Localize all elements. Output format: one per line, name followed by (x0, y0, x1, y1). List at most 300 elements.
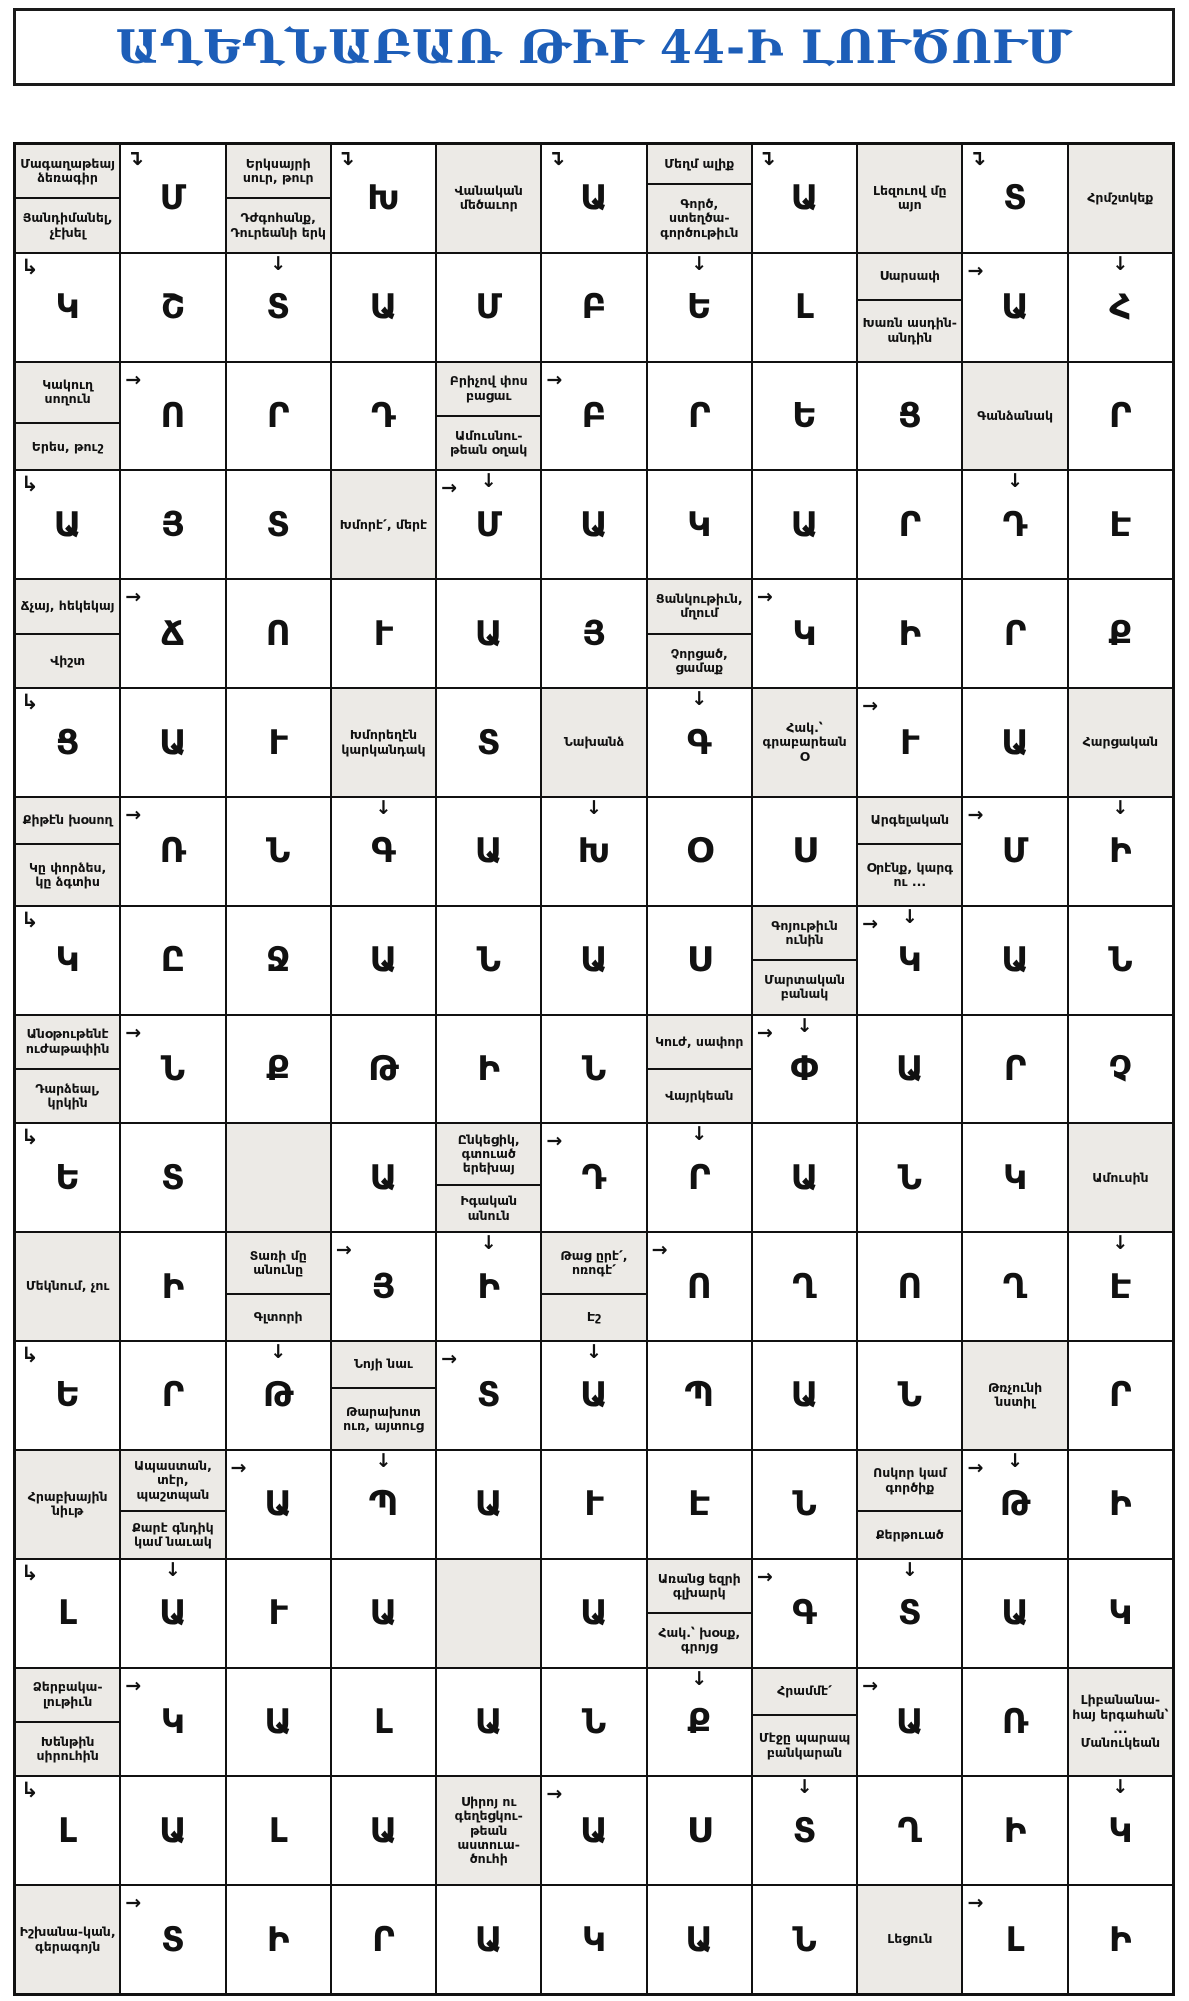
clue-cell (542, 689, 645, 796)
solution-letter: Ի (266, 1919, 290, 1960)
clue-cell (648, 1560, 751, 1667)
clue-text: Երկսայրի սուր, թուր (242, 155, 314, 186)
clue-cell (858, 798, 961, 905)
solution-letter: Տ (792, 1810, 817, 1851)
solution-letter: Ա (369, 287, 398, 328)
solution-letter: Լ (58, 1593, 78, 1634)
solution-letter: Ա (685, 1919, 714, 1960)
letter-cell (753, 1124, 856, 1231)
letter-cell (121, 363, 224, 470)
solution-letter: Գ (792, 1593, 817, 1634)
letter-cell (121, 1886, 224, 1993)
letter-cell (753, 1016, 856, 1123)
arrow-down-icon: ↓ (1007, 471, 1024, 493)
letter-cell (542, 1669, 645, 1776)
arrow-bend-right-icon: ↳ (21, 907, 39, 932)
solution-letter: Կ (792, 613, 817, 654)
clue-cell (437, 145, 540, 252)
solution-letter: Ւ (373, 613, 394, 654)
letter-cell (648, 363, 751, 470)
solution-letter: Ա (790, 1375, 819, 1416)
solution-letter: Դ (371, 396, 396, 437)
arrow-right-icon: → (756, 586, 773, 609)
solution-letter: Յ (371, 1266, 396, 1307)
clue-cell (332, 471, 435, 578)
clue-text: Դարձեալ, կրկին (16, 1068, 119, 1122)
letter-cell (858, 1669, 961, 1776)
arrow-right-icon: → (862, 695, 879, 718)
solution-letter: Տ (161, 1919, 185, 1960)
solution-letter: Ա (264, 1701, 292, 1742)
letter-cell (332, 1124, 435, 1231)
letter-cell (858, 907, 961, 1014)
letter-cell (753, 145, 856, 252)
letter-cell (542, 1016, 645, 1123)
letter-cell (227, 1342, 330, 1449)
letter-cell (227, 798, 330, 905)
arrow-right-icon: → (651, 1239, 668, 1262)
letter-cell (437, 254, 540, 361)
clue-text: Հրամմէ՛ (777, 1682, 832, 1698)
solution-letter: Կ (1108, 1810, 1133, 1851)
solution-letter: Ի (1109, 1484, 1132, 1525)
letter-cell (963, 1451, 1066, 1558)
letter-cell (332, 145, 435, 252)
clue-text: Յանդիմանել, չէխել (16, 197, 119, 251)
clue-text: Վայրկեան (648, 1068, 751, 1122)
clue-cell (16, 1233, 119, 1340)
letter-cell (858, 1777, 961, 1884)
letter-cell (437, 1233, 540, 1340)
solution-letter: Ա (369, 1593, 398, 1634)
solution-letter: Ա (474, 831, 503, 872)
letter-cell (542, 363, 645, 470)
solution-letter: Ո (686, 1266, 712, 1307)
arrow-bend-down-icon: ↴ (126, 146, 144, 170)
solution-letter: Ա (1001, 1593, 1029, 1634)
solution-letter: Շ (160, 287, 185, 328)
letter-cell (542, 1886, 645, 1993)
clue-text: Խմորեղէն կարկանդակ (341, 727, 426, 757)
arrow-down-icon: ↓ (586, 797, 602, 819)
arrow-down-icon: ↓ (375, 1450, 392, 1472)
clue-cell (753, 1669, 856, 1776)
arrow-bend-down-icon: ↴ (336, 146, 355, 170)
letter-cell (648, 1451, 751, 1558)
solution-letter: Պ (368, 1484, 399, 1525)
solution-letter: Ր (1003, 613, 1027, 654)
clue-text: Մարտական բանակ (753, 959, 856, 1013)
solution-letter: Ց (55, 722, 80, 763)
page-title: ԱՂԵՂՆԱԲԱՌ ԹԻՒ 44-Ի ԼՈՒԾՈՒՄ (115, 20, 1073, 74)
letter-cell (648, 798, 751, 905)
solution-letter: Ա (474, 613, 503, 654)
solution-letter: Ա (790, 504, 819, 545)
letter-cell (121, 471, 224, 578)
solution-letter: Ա (895, 1048, 924, 1089)
letter-cell (753, 1451, 856, 1558)
solution-letter: Ն (476, 940, 501, 981)
letter-cell (753, 1886, 856, 1993)
letter-cell (16, 1342, 119, 1449)
letter-cell (963, 1560, 1066, 1667)
letter-cell (1069, 1451, 1172, 1558)
clue-cell (16, 580, 119, 687)
letter-cell (753, 798, 856, 905)
arrow-bend-right-icon: ↳ (21, 1778, 39, 1803)
clue-cell (858, 254, 961, 361)
clue-text: Մագաղաթեայ ձեռագիր (20, 155, 116, 186)
clue-cell (648, 1016, 751, 1123)
letter-cell (1069, 1233, 1172, 1340)
arrow-right-icon: → (125, 586, 142, 609)
clue-text: Մեղմ ալիք (664, 155, 735, 171)
letter-cell (437, 907, 540, 1014)
letter-cell (963, 1777, 1066, 1884)
arrow-bend-down-icon: ↴ (968, 146, 987, 170)
letter-cell (542, 907, 645, 1014)
letter-cell (963, 471, 1066, 578)
letter-cell (1069, 1016, 1172, 1123)
letter-cell (1069, 1560, 1172, 1667)
letter-cell (437, 1886, 540, 1993)
arrow-right-icon: → (546, 1130, 563, 1153)
solution-letter: Ն (1108, 940, 1133, 981)
solution-letter: Դ (1002, 504, 1028, 545)
solution-letter: Չ (1108, 1048, 1132, 1089)
solution-letter: Տ (476, 1375, 501, 1416)
letter-cell (121, 145, 224, 252)
solution-letter: Կ (1108, 1593, 1133, 1634)
solution-letter: Ռ (1001, 1701, 1029, 1742)
letter-cell (648, 1669, 751, 1776)
clue-text: Քիթէն խօսող (22, 812, 113, 828)
solution-letter: Ա (474, 1701, 503, 1742)
letter-cell (332, 1886, 435, 1993)
solution-letter: Մ (475, 287, 502, 328)
letter-cell (648, 1777, 751, 1884)
letter-cell (121, 580, 224, 687)
solution-letter: Ն (792, 1919, 817, 1960)
letter-cell (858, 1233, 961, 1340)
solution-letter: Ր (687, 1157, 711, 1198)
letter-cell (227, 1669, 330, 1776)
solution-letter: Ե (686, 287, 712, 328)
clue-cell (16, 1451, 119, 1558)
solution-letter: Խ (367, 178, 400, 219)
block-cell (227, 1124, 330, 1231)
letter-cell (963, 1016, 1066, 1123)
clue-cell (227, 145, 330, 252)
solution-letter: Ւ (268, 1593, 288, 1634)
solution-letter: Գ (371, 831, 396, 872)
clue-text: Խենթին սիրուհին (16, 1721, 119, 1775)
solution-letter: Ա (580, 940, 608, 981)
letter-cell (121, 1342, 224, 1449)
solution-letter: Ո (265, 613, 291, 654)
letter-cell (753, 1560, 856, 1667)
letter-cell (542, 145, 645, 252)
solution-letter: Բ (581, 396, 607, 437)
solution-letter: Ն (581, 1048, 607, 1089)
solution-letter: Ղ (1002, 1266, 1028, 1307)
clue-text: Երես, թուշ (16, 422, 119, 469)
arrow-down-icon: ↓ (1112, 253, 1129, 275)
letter-cell (542, 254, 645, 361)
letter-cell (753, 1777, 856, 1884)
letter-cell (227, 1451, 330, 1558)
arrow-right-icon: → (967, 259, 984, 282)
arrow-bend-right-icon: ↳ (21, 1125, 39, 1150)
arrow-down-icon: ↓ (480, 1233, 497, 1255)
arrow-right-icon: → (441, 1348, 457, 1371)
arrow-right-icon: → (125, 803, 142, 826)
solution-letter: Ը (160, 940, 186, 981)
letter-cell (16, 1124, 119, 1231)
solution-letter: Մ (1001, 831, 1029, 872)
solution-letter: Ր (266, 396, 290, 437)
solution-letter: Ք (687, 1701, 712, 1742)
clue-text: Էշ (542, 1293, 645, 1340)
solution-letter: Կ (1002, 1157, 1028, 1198)
solution-letter: Ա (580, 1593, 608, 1634)
solution-letter: Թ (368, 1048, 399, 1089)
letter-cell (332, 1560, 435, 1667)
clue-text: Թռչունի նստիլ (987, 1380, 1043, 1410)
clue-cell (332, 1342, 435, 1449)
solution-letter: Լ (1005, 1919, 1025, 1960)
clue-text: Վիշտ (16, 633, 119, 687)
arrow-right-icon: → (125, 1892, 142, 1915)
solution-letter: Ա (369, 1157, 398, 1198)
letter-cell (227, 1560, 330, 1667)
letter-cell (16, 907, 119, 1014)
clue-cell (858, 1451, 961, 1558)
solution-letter: Գ (686, 722, 712, 763)
solution-letter: Թ (999, 1484, 1031, 1525)
letter-cell (648, 1342, 751, 1449)
solution-letter: Ն (897, 1157, 922, 1198)
clue-cell (16, 363, 119, 470)
letter-cell (16, 689, 119, 796)
letter-cell (542, 1560, 645, 1667)
solution-letter: Ր (372, 1919, 395, 1960)
arrow-down-icon: ↓ (1112, 1233, 1129, 1255)
solution-letter: Ճ (160, 613, 185, 654)
solution-letter: Մ (159, 178, 187, 219)
solution-letter: Ա (790, 1157, 819, 1198)
solution-letter: Ի (477, 1048, 501, 1089)
letter-cell (858, 1342, 961, 1449)
clue-text: Ոսկոր կամ գործիք (873, 1465, 947, 1495)
letter-cell (121, 689, 224, 796)
solution-letter: Տ (266, 287, 290, 328)
solution-letter: Կ (581, 1919, 607, 1960)
clue-text: Ամուսին (1092, 1169, 1149, 1185)
clue-text: Գոյութիւն ունին (771, 917, 838, 947)
solution-letter: Լ (58, 1810, 78, 1851)
clue-text: Թաց ըրէ՛, ոռոգէ՛ (560, 1247, 628, 1278)
clue-text: Ամուսնու-թեան օղակ (437, 415, 540, 469)
clue-text: Արգելական (870, 812, 950, 828)
letter-cell (121, 254, 224, 361)
arrow-right-icon: → (862, 1674, 879, 1697)
letter-cell (753, 471, 856, 578)
letter-cell (227, 1886, 330, 1993)
letter-cell (963, 1886, 1066, 1993)
solution-letter: Ա (369, 940, 398, 981)
arrow-down-icon: ↓ (901, 1559, 918, 1581)
clue-text: Իշխանա-կան, գերագոյն (19, 1924, 116, 1954)
letter-cell (1069, 580, 1172, 687)
arrow-right-icon: → (967, 803, 984, 826)
letter-cell (16, 1777, 119, 1884)
clue-cell (16, 1016, 119, 1123)
arrow-down-icon: ↓ (796, 1777, 813, 1799)
solution-letter: Ե (55, 1375, 81, 1416)
clue-cell (437, 1777, 540, 1884)
arrow-right-icon: → (335, 1239, 352, 1262)
clue-cell (858, 1886, 961, 1993)
solution-letter: Ի (477, 1266, 501, 1307)
solution-letter: Յ (582, 613, 606, 654)
clue-text: Քերթուած (858, 1510, 961, 1557)
letter-cell (1069, 471, 1172, 578)
arrow-bend-down-icon: ↴ (547, 146, 565, 170)
arrow-right-icon: → (125, 1021, 142, 1044)
solution-letter: Ա (474, 1484, 503, 1525)
clue-text: Օրէնք, կարգ ու ... (858, 843, 961, 905)
letter-cell (858, 1124, 961, 1231)
letter-cell (437, 1669, 540, 1776)
arrow-right-icon: → (546, 368, 563, 391)
solution-letter: Դ (581, 1157, 607, 1198)
letter-cell (437, 1342, 540, 1449)
solution-letter: Ր (161, 1375, 185, 1416)
arrow-bend-right-icon: ↳ (21, 254, 39, 279)
clue-cell (1069, 1124, 1172, 1231)
solution-letter: Ց (897, 396, 922, 437)
solution-letter: Յ (161, 504, 185, 545)
letter-cell (753, 1342, 856, 1449)
clue-text: Լիբանանա-հայ երգահան՝ ... Մանուկեան (1072, 1692, 1169, 1751)
solution-letter: Ե (55, 1157, 81, 1198)
solution-letter: Ղ (897, 1810, 922, 1851)
arrow-down-icon: ↓ (901, 906, 918, 928)
arrow-right-icon: → (756, 1021, 773, 1044)
clue-cell (16, 798, 119, 905)
solution-letter: Ա (580, 504, 608, 545)
clue-text: Սարսափ (879, 268, 940, 284)
clue-text: Անօթութենէ ուժաթափին (25, 1026, 110, 1056)
letter-cell (332, 1669, 435, 1776)
solution-letter: Ո (160, 396, 186, 437)
letter-cell (121, 907, 224, 1014)
clue-text: Թարախոտ ուռ, այտուց (332, 1387, 435, 1449)
letter-cell (16, 254, 119, 361)
letter-cell (753, 363, 856, 470)
solution-letter: Փ (790, 1048, 819, 1089)
solution-letter: Տ (161, 1157, 185, 1198)
solution-letter: Ղ (792, 1266, 817, 1307)
arrow-bend-right-icon: ↳ (21, 472, 39, 497)
solution-letter: Ի (161, 1266, 185, 1307)
clue-text: Խմորէ՛, մերէ (339, 516, 428, 532)
solution-letter: Ա (264, 1484, 292, 1525)
solution-letter: Կ (55, 940, 80, 981)
arrow-right-icon: → (125, 1674, 142, 1697)
letter-cell (332, 1451, 435, 1558)
letter-cell (963, 1124, 1066, 1231)
arrow-down-icon: ↓ (1112, 1777, 1129, 1799)
solution-letter: Է (1109, 504, 1132, 545)
letter-cell (437, 580, 540, 687)
clue-text: Լեզուով մը այո (873, 183, 947, 213)
clue-text: Կուժ, սափոր (655, 1033, 744, 1049)
clue-text: Հակ.՝ խօսք, գրոյց (648, 1612, 751, 1666)
solution-letter: Ւ (268, 722, 288, 763)
letter-cell (227, 471, 330, 578)
arrow-right-icon: → (441, 477, 457, 500)
clue-cell (963, 1342, 1066, 1449)
letter-cell (648, 907, 751, 1014)
clue-text: Կը փորձես, կը ձգտիս (16, 843, 119, 905)
letter-cell (332, 798, 435, 905)
arrow-down-icon: ↓ (164, 1559, 181, 1581)
solution-letter: Ի (1109, 1919, 1132, 1960)
letter-cell (648, 254, 751, 361)
solution-letter: Ն (897, 1375, 922, 1416)
clue-text: Գանձանակ (977, 407, 1054, 423)
clue-text: Խառն ասդին-անդին (858, 299, 961, 361)
solution-letter: Ս (686, 1810, 712, 1851)
solution-letter: Մ (475, 504, 502, 545)
letter-cell (1069, 1886, 1172, 1993)
solution-letter: Ր (1109, 396, 1132, 437)
solution-letter: Ա (474, 1919, 503, 1960)
solution-letter: Հ (1109, 287, 1132, 328)
clue-text: Գործ, ստեղծա-գործութիւն (648, 183, 751, 252)
letter-cell (121, 798, 224, 905)
solution-letter: Ա (159, 1593, 187, 1634)
solution-letter: Ն (160, 1048, 186, 1089)
solution-letter: Ա (369, 1810, 398, 1851)
arrow-down-icon: ↓ (270, 1342, 287, 1364)
clue-text: Ընկեցիկ, գտուած երեխայ (457, 1131, 520, 1176)
clue-text: Հրաբխային նիւթ (27, 1488, 108, 1519)
clue-cell (227, 1233, 330, 1340)
letter-cell (963, 689, 1066, 796)
arrow-down-icon: ↓ (796, 1015, 813, 1037)
letter-cell (963, 1233, 1066, 1340)
letter-cell (542, 1451, 645, 1558)
clue-cell (437, 363, 540, 470)
letter-cell (963, 907, 1066, 1014)
clue-text: Կակուղ սողուն (42, 377, 93, 407)
arrow-right-icon: → (967, 1456, 984, 1479)
clue-text: Սիրոյ ու գեղեցկու-թեան աստուա-ծուհի (454, 1793, 523, 1867)
clue-text: Ապաստան, տէր, պաշտպան (133, 1458, 212, 1502)
clue-cell (437, 1124, 540, 1231)
solution-letter: Լ (373, 1701, 393, 1742)
solution-letter: Ա (1001, 940, 1029, 981)
solution-letter: Ր (898, 504, 922, 545)
letter-cell (542, 1777, 645, 1884)
solution-letter: Ա (895, 1701, 924, 1742)
solution-letter: Ա (1001, 722, 1029, 763)
letter-cell (332, 254, 435, 361)
arrow-down-icon: ↓ (270, 253, 287, 275)
